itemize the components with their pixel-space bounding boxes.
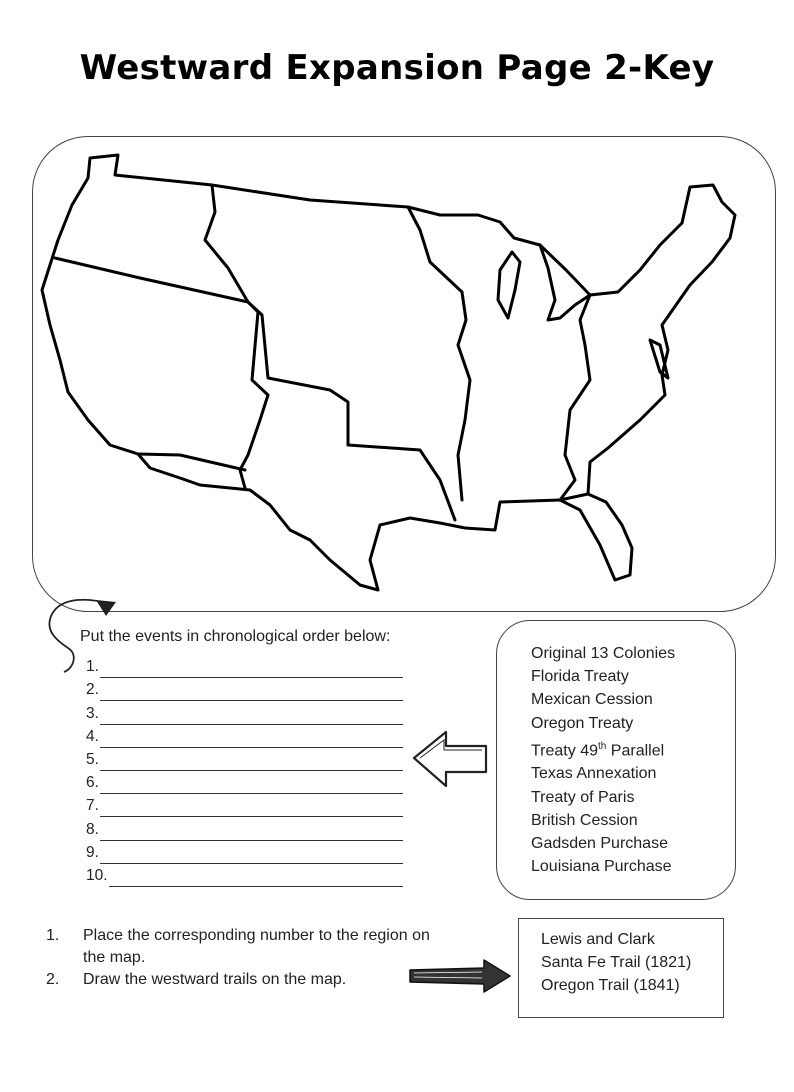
task-item: 1. Place the corresponding number to the region on the map.	[46, 927, 430, 966]
order-slot[interactable]: 9.	[86, 841, 403, 864]
trail-item: Oregon Trail (1841)	[541, 977, 680, 994]
order-list	[86, 655, 403, 887]
event-item: Oregon Treaty	[531, 714, 634, 732]
order-slot[interactable]: 7.	[86, 794, 403, 817]
order-slot[interactable]: 3.	[86, 701, 403, 724]
event-item: British Cession	[531, 811, 638, 829]
great-lakes	[540, 245, 590, 320]
task-list	[46, 925, 453, 991]
order-slot[interactable]: 6.	[86, 771, 403, 794]
event-item: Mexican Cession	[531, 691, 653, 709]
event-item: Original 13 Colonies	[531, 645, 676, 662]
order-slot[interactable]: 8.	[86, 817, 403, 840]
event-item: Treaty 49th Parallel	[531, 740, 665, 760]
order-slot[interactable]: 10.	[86, 864, 403, 887]
event-item: Louisiana Purchase	[531, 858, 672, 876]
order-slot[interactable]: 4.	[86, 725, 403, 748]
oregon-boundary	[55, 258, 248, 302]
events-list	[531, 642, 675, 878]
trail-item: Santa Fe Trail (1821)	[541, 954, 692, 971]
gadsden-boundary	[138, 454, 245, 470]
order-slot[interactable]: 2.	[86, 678, 403, 701]
task-item: 2. Draw the westward trails on the map.	[46, 971, 347, 988]
mississippi-boundary	[408, 207, 470, 500]
order-slot[interactable]: 1.	[86, 655, 403, 678]
us-outline	[42, 155, 735, 590]
appalachian-boundary	[560, 295, 590, 500]
lake-michigan	[498, 252, 520, 318]
event-item: Florida Treaty	[531, 668, 629, 686]
event-item: Treaty of Paris	[531, 788, 635, 806]
order-instructions: Put the events in chronological order below:	[80, 628, 391, 645]
trails-list	[541, 928, 691, 997]
sketch-right-arrow-icon	[408, 956, 512, 996]
hollow-left-arrow-icon	[412, 728, 492, 792]
event-item: Texas Annexation	[531, 765, 657, 783]
us-territorial-map	[32, 136, 776, 612]
trail-item: Lewis and Clark	[541, 931, 655, 948]
order-slot[interactable]: 5.	[86, 748, 403, 771]
event-item: Gadsden Purchase	[531, 834, 668, 852]
page-title: Westward Expansion Page 2-Key	[79, 48, 715, 88]
